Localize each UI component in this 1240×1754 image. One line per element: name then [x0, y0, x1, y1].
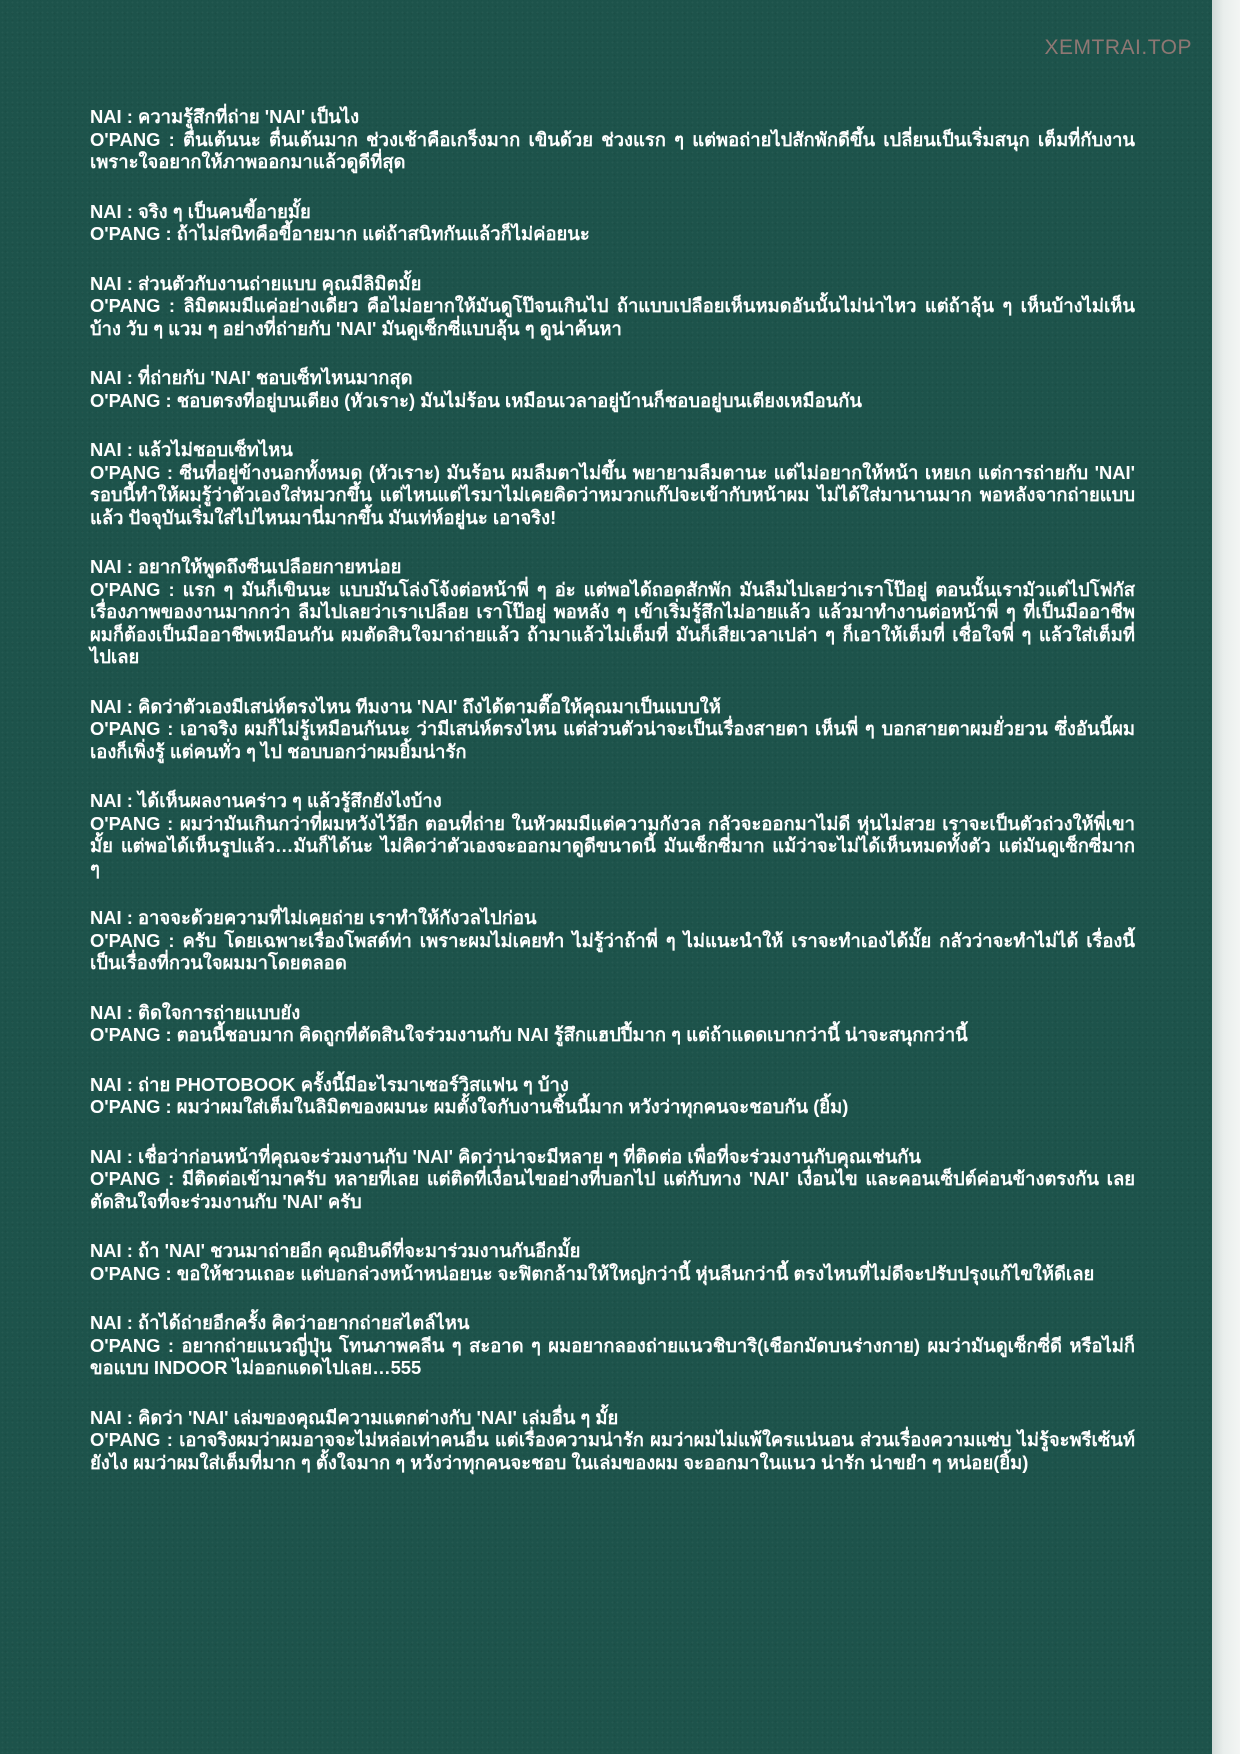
- answer: O'PANG : เอาจริงผมว่าผมอาจจะไม่หล่อเท่าคนอื่น แต่เรื่องความน่ารัก ผมว่าผมไม่แพ้ใครแน่นอน ส่วนเรื่องความแซ่บ ไม่รู้จะพรีเซ้นท์ยังไง ผมว่าผมใส่เต็มที่มาก ๆ ตั้งใจมาก ๆ หวังว่าทุกคนจะชอบ ในเล่มของผม จะออกมาในแนว น่ารัก น่าขยำ ๆ หน่อย(ยิ้ม): [90, 1429, 1135, 1473]
- qa-block-4: [90, 367, 1135, 412]
- qa-block-13: [90, 1240, 1135, 1285]
- answer: O'PANG : ตื่นเต้นนะ ตื่นเต้นมาก ช่วงเช้าคือเกร็งมาก เขินด้วย ช่วงแรก ๆ แต่พอถ่ายไปสักพักดีขึ้น เปลี่ยนเป็นเริ่มสนุก เต็มที่กับงาน เพราะใจอยากให้ภาพออกมาแล้วดูดีที่สุด: [90, 128, 1135, 172]
- qa-block-8: [90, 790, 1135, 880]
- qa-block-15: [90, 1407, 1135, 1475]
- question: NAI : เชื่อว่าก่อนหน้าที่คุณจะร่วมงานกับ 'NAI' คิดว่าน่าจะมีหลาย ๆ ที่ติดต่อ เพื่อที่จะร่วมงานกับคุณเช่นกัน: [90, 1145, 921, 1167]
- answer: O'PANG : ขอให้ชวนเถอะ แต่บอกล่วงหน้าหน่อยนะ จะฟิตกล้ามให้ใหญ่กว่านี้ หุ่นลีนกว่านี้ ตรงไหนที่ไม่ดีจะปรับปรุงแก้ไขให้ดีเลย: [90, 1262, 1095, 1284]
- answer: O'PANG : ครับ โดยเฉพาะเรื่องโพสต์ท่า เพราะผมไม่เคยทำ ไม่รู้ว่าถ้าพี่ ๆ ไม่แนะนำให้ เราจะทำเองได้มั้ย กลัวว่าจะทำไม่ได้ เรื่องนี้เป็นเรื่องที่กวนใจผมมาโดยตลอด: [90, 929, 1135, 973]
- question: NAI : ที่ถ่ายกับ 'NAI' ชอบเซ็ทไหนมากสุด: [90, 367, 413, 388]
- question: NAI : ถ้า 'NAI' ชวนมาถ่ายอีก คุณยินดีที่จะมาร่วมงานกันอีกมั้ย: [90, 1240, 581, 1261]
- answer: O'PANG : ซีนที่อยู่ข้างนอกทั้งหมด (หัวเราะ) มันร้อน ผมลืมตาไม่ขึ้น พยายามลืมตานะ แต่ไม่อยากให้หน้า เหยเก แต่การถ่ายกับ 'NAI' รอบนี้ทำให้ผมรู้ว่าตัวเองใส่หมวกขึ้น แต่ไหนแต่ไรมาไม่เคยคิดว่าหมวกแก๊ปจะเข้ากับหน้าผม ไม่ได้ใส่มานานมาก พอหลังจากถ่ายแบบแล้ว ปัจจุบันเริ่มใส่ไปไหนมานี่มากขึ้น มันเท่ห์อยู่นะ เอาจริง!: [90, 461, 1135, 528]
- qa-block-2: [90, 201, 1135, 246]
- answer: O'PANG : ตอนนี้ชอบมาก คิดถูกที่ตัดสินใจร่วมงานกับ NAI รู้สึกแฮปปี้มาก ๆ แต่ถ้าแดดเบากว่านี้ น่าจะสนุกกว่านี้: [90, 1024, 968, 1045]
- question: NAI : ได้เห็นผลงานคร่าว ๆ แล้วรู้สึกยังไงบ้าง: [90, 790, 442, 811]
- qa-block-10: [90, 1002, 1135, 1047]
- qa-block-11: [90, 1074, 1135, 1119]
- question: NAI : ติดใจการถ่ายแบบยัง: [90, 1001, 301, 1023]
- question: NAI : ส่วนตัวกับงานถ่ายแบบ คุณมีลิมิตมั้ย: [90, 272, 422, 294]
- question: NAI : ถ้าได้ถ่ายอีกครั้ง คิดว่าอยากถ่ายสไตล์ไหน: [90, 1312, 470, 1333]
- question: NAI : ความรู้สึกที่ถ่าย 'NAI' เป็นไง: [90, 106, 360, 127]
- qa-block-14: [90, 1312, 1135, 1380]
- question: NAI : อาจจะด้วยความที่ไม่เคยถ่าย เราทำให้กังวลไปก่อน: [90, 907, 537, 928]
- question: NAI : อยากให้พูดถึงซีนเปลือยกายหน่อย: [90, 556, 402, 577]
- qa-block-6: [90, 556, 1135, 669]
- answer: O'PANG : ชอบตรงที่อยู่บนเตียง (หัวเราะ) มันไม่ร้อน เหมือนเวลาอยู่บ้านก็ชอบอยู่บนเตียงเหมือนกัน: [90, 389, 862, 411]
- question: NAI : จริง ๆ เป็นคนขี้อายมั้ย: [90, 200, 311, 222]
- question: NAI : ถ่าย PHOTOBOOK ครั้งนี้มีอะไรมาเซอร์วิสแฟน ๆ บ้าง: [90, 1073, 569, 1095]
- answer: O'PANG : ผมว่ามันเกินกว่าที่ผมหวังไว้อีก ตอนที่ถ่าย ในหัวผมมีแต่ความกังวล กลัวจะออกมาไม่ดี หุ่นไม่สวย เราจะเป็นตัวถ่วงให้พี่เขามั้ย แต่พอได้เห็นรูปแล้ว…มันก็ได้นะ ไม่คิดว่าตัวเองจะออกมาดูดีขนาดนี้ มันเซ็กซี่มาก แม้ว่าจะไม่ได้เห็นหมดทั้งตัว แต่มันดูเซ็กซี่มาก ๆ: [90, 812, 1135, 879]
- qa-block-7: [90, 696, 1135, 764]
- answer: O'PANG : มีติดต่อเข้ามาครับ หลายที่เลย แต่ติดที่เงื่อนไขอย่างที่บอกไป แต่กับทาง 'NAI' เงื่อนไข และคอนเซ็ปต์ค่อนข้างตรงกัน เลยตัดสินใจที่จะร่วมงานกับ 'NAI' ครับ: [90, 1168, 1135, 1212]
- answer: O'PANG : อยากถ่ายแนวญี่ปุ่น โทนภาพคลีน ๆ สะอาด ๆ ผมอยากลองถ่ายแนวชิบาริ(เชือกมัดบนร่างกาย) ผมว่ามันดูเซ็กซี่ดี หรือไม่ก็ขอแบบ INDOOR ไม่ออกแดดไปเลย…555: [90, 1334, 1135, 1378]
- qa-block-12: [90, 1146, 1135, 1214]
- qa-block-9: [90, 907, 1135, 975]
- answer: O'PANG : ถ้าไม่สนิทคือขี้อายมาก แต่ถ้าสนิทกันแล้วก็ไม่ค่อยนะ: [90, 223, 590, 244]
- qa-block-1: [90, 106, 1135, 174]
- right-photo-edge: [1212, 0, 1240, 1754]
- answer: O'PANG : เอาจริง ผมก็ไม่รู้เหมือนกันนะ ว่ามีเสน่ห์ตรงไหน แต่ส่วนตัวน่าจะเป็นเรื่องสายตา เห็นพี่ ๆ บอกสายตาผมยั่วยวน ซึ่งอันนี้ผมเองก็เพิ่งรู้ แต่คนทั่ว ๆ ไป ชอบบอกว่าผมยิ้มน่ารัก: [90, 718, 1135, 762]
- interview-body: [90, 106, 1135, 1501]
- answer: O'PANG : ลิมิตผมมีแค่อย่างเดียว คือไม่อยากให้มันดูโป๊จนเกินไป ถ้าแบบเปลือยเห็นหมดอันนั้นไม่น่าไหว แต่ถ้าลุ้น ๆ เห็นบ้างไม่เห็นบ้าง วับ ๆ แวม ๆ อย่างที่ถ่ายกับ 'NAI' มันดูเซ็กซี่แบบลุ้น ๆ ดูน่าค้นหา: [90, 295, 1135, 339]
- question: NAI : แล้วไม่ชอบเซ็ทไหน: [90, 439, 293, 460]
- answer: O'PANG : ผมว่าผมใส่เต็มในลิมิตของผมนะ ผมตั้งใจกับงานชิ้นนี้มาก หวังว่าทุกคนจะชอบกัน (ยิ้ม): [90, 1096, 849, 1117]
- question: NAI : คิดว่า 'NAI' เล่มของคุณมีความแตกต่างกับ 'NAI' เล่มอื่น ๆ มั้ย: [90, 1406, 619, 1428]
- qa-block-3: [90, 273, 1135, 341]
- question: NAI : คิดว่าตัวเองมีเสน่ห์ตรงไหน ทีมงาน 'NAI' ถึงได้ตามตื๊อให้คุณมาเป็นแบบให้: [90, 695, 721, 717]
- qa-block-5: [90, 439, 1135, 529]
- answer: O'PANG : แรก ๆ มันก็เขินนะ แบบมันโล่งโจ้งต่อหน้าพี่ ๆ อ่ะ แต่พอได้ถอดสักพัก มันลืมไปเลยว่าเราโป๊อยู่ ตอนนั้นเรามัวแต่ไปโฟกัสเรื่องภาพของงานมากกว่า ลืมไปเลยว่าเราเปลือย เราโป๊อยู่ พอหลัง ๆ เข้าเริ่มรู้สึกไม่อายแล้ว แล้วมาทำงานต่อหน้าพี่ ๆ ที่เป็นมืออาชีพ ผมก็ต้องเป็นมืออาชีพเหมือนกัน ผมตัดสินใจมาถ่ายแล้ว ถ้ามาแล้วไม่เต็มที่ มันก็เสียเวลาเปล่า ๆ ก็เอาให้เต็มที่ เชื่อใจพี่ ๆ แล้วใส่เต็มที่ไปเลย: [90, 578, 1135, 667]
- watermark: XEMTRAI.TOP: [1044, 36, 1192, 59]
